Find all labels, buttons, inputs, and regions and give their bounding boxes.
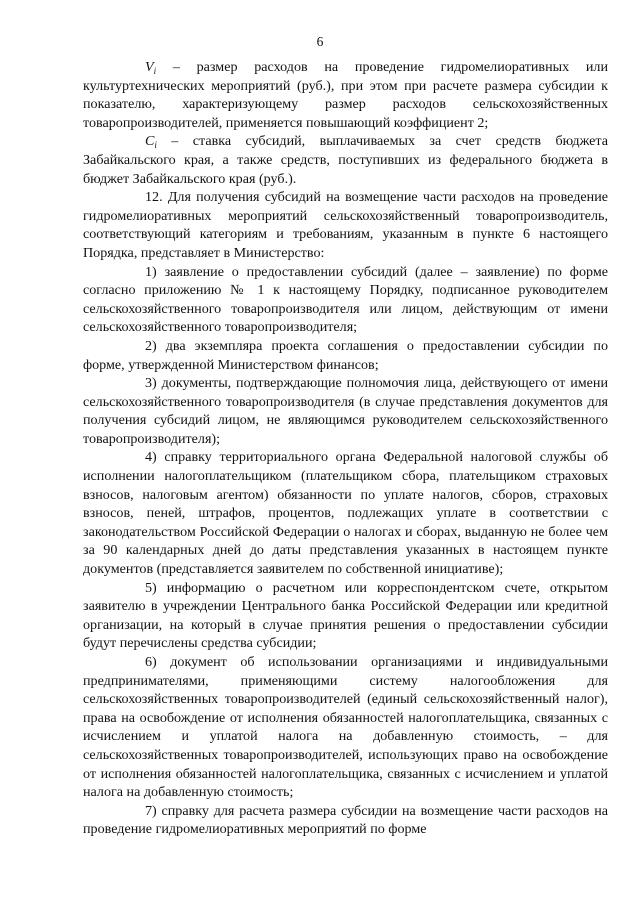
variable-symbol: $V_i$ <box>145 59 157 76</box>
paragraph-clause-12: 12. Для получения субсидий на возмещение части расходов на проведение гидромелиоративных мероприятий сельскохозяйственный товаропроизводитель, соответствующий категориям и требованиям, указанным в пункте 6 настоящего Порядка, представляет в Министерство: <box>83 189 608 261</box>
paragraph-text: – размер расходов на проведение гидромелиоративных или культуртехнических мероприятий (руб.), при этом при расчете размера субсидии к показателю, характеризующему размер расходов сельскохозяйственных товаропроизводителей, применяется повышающий коэффициент 2; <box>83 59 608 131</box>
paragraph-item-6: 6) документ об использовании организациями и индивидуальными предпринимателями, применяющими систему налогообложения для сельскохозяйственных товаропроизводителей (единый сельскохозяйственный налог), права на освобождение от исполнения обязанностей налогоплательщика, связанных с исчислением и уплатой налога на добавленную стоимость, – для сельскохозяйственных товаропроизводителей, использующих право на освобождение от исполнения обязанностей налогоплательщика, связанных с исчислением и уплатой налога на добавленную стоимость; <box>83 654 608 801</box>
paragraph-variable-v <box>83 58 608 132</box>
paragraph-item-4: 4) справку территориального органа Федеральной налоговой службы об исполнении налогоплательщиком (плательщиком сбора, плательщиком страховых взносов, налоговым агентом) обязанности по уплате налогов, сборов, страховых взносов, пеней, штрафов, процентов, подлежащих уплате в соответствии с законодательством Российской Федерации о налогах и сборах, выданную не более чем за 90 календарных дней до даты представления указанных в настоящем пункте документов (представляется заявителем по собственной инициативе); <box>83 449 608 578</box>
paragraph-item-7: 7) справку для расчета размера субсидии на возмещение части расходов на проведение гидромелиоративных мероприятий по форме <box>83 802 608 838</box>
paragraph-item-3: 3) документы, подтверждающие полномочия лица, действующего от имени сельскохозяйственного товаропроизводителя (в случае представления документов для получения субсидий лицом, не являющимся руководителем сельскохозяйственного товаропроизводителя); <box>83 375 608 447</box>
paragraph-item-5: 5) информацию о расчетном или корреспондентском счете, открытом заявителю в учреждении Центрального банка Российской Федерации или кредитной организации, на который в случае принятия решения о предоставлении субсидии будут перечислены средства субсидии; <box>83 579 608 652</box>
paragraph-text: – ставка субсидий, выплачиваемых за счет средств бюджета Забайкальского края, а также средств, поступивших из федерального бюджета в бюджет Забайкальского края (руб.). <box>83 133 608 187</box>
document-body <box>83 58 608 839</box>
variable-symbol: $C_i$ <box>145 133 157 151</box>
paragraph-item-2: 2) два экземпляра проекта соглашения о предоставлении субсидии по форме, утвержденной Министерством финансов; <box>83 337 608 373</box>
paragraph-variable-c <box>83 132 608 188</box>
page-number: 6 <box>316 34 324 49</box>
paragraph-item-1: 1) заявление о предоставлении субсидий (далее – заявление) по форме согласно приложению № 1 к настоящему Порядку, подписанное руководителем сельскохозяйственного товаропроизводителя или лицом, действующим от имени сельскохозяйственного товаропроизводителя; <box>83 263 608 336</box>
